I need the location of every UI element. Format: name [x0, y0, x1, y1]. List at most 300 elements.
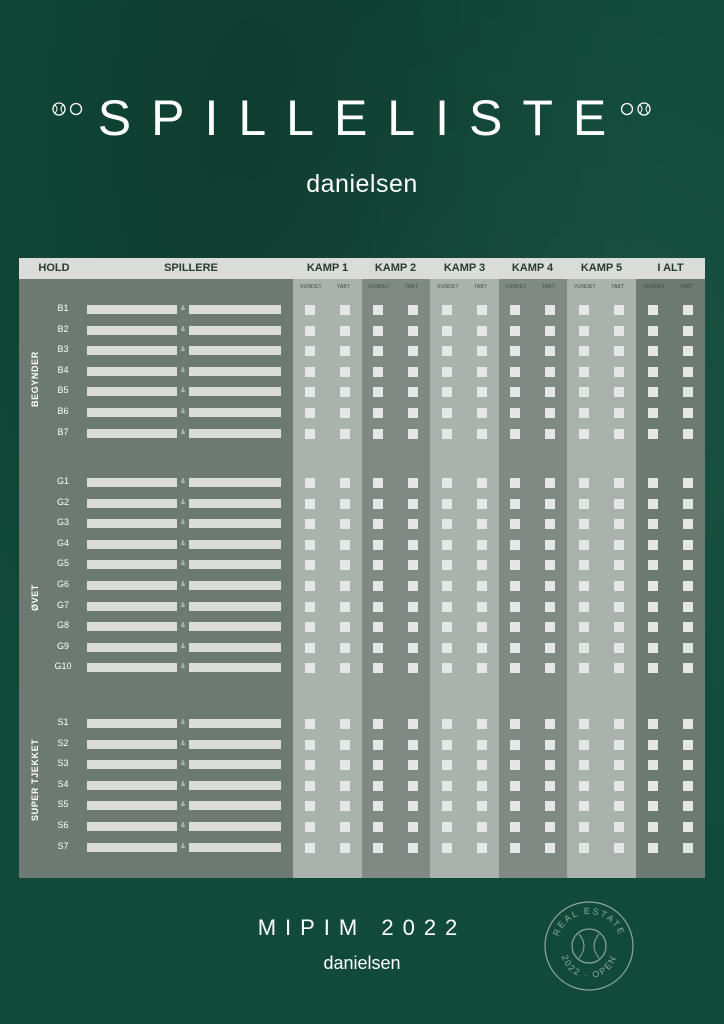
lost-checkbox[interactable]	[545, 781, 555, 791]
lost-checkbox[interactable]	[545, 305, 555, 315]
won-checkbox[interactable]	[579, 478, 589, 488]
lost-checkbox[interactable]	[340, 408, 350, 418]
won-checkbox[interactable]	[510, 622, 520, 632]
won-checkbox[interactable]	[579, 408, 589, 418]
player-2-field[interactable]	[189, 801, 281, 810]
lost-checkbox[interactable]	[340, 740, 350, 750]
lost-checkbox[interactable]	[683, 326, 693, 336]
lost-checkbox[interactable]	[408, 740, 418, 750]
lost-checkbox[interactable]	[408, 387, 418, 397]
lost-checkbox[interactable]	[545, 643, 555, 653]
won-checkbox[interactable]	[373, 801, 383, 811]
won-checkbox[interactable]	[579, 581, 589, 591]
lost-checkbox[interactable]	[545, 478, 555, 488]
lost-checkbox[interactable]	[477, 346, 487, 356]
won-checkbox[interactable]	[648, 429, 658, 439]
lost-checkbox[interactable]	[683, 719, 693, 729]
won-checkbox[interactable]	[373, 305, 383, 315]
player-2-field[interactable]	[189, 740, 281, 749]
lost-checkbox[interactable]	[408, 429, 418, 439]
player-2-field[interactable]	[189, 429, 281, 438]
won-checkbox[interactable]	[648, 822, 658, 832]
won-checkbox[interactable]	[510, 429, 520, 439]
lost-checkbox[interactable]	[614, 326, 624, 336]
won-checkbox[interactable]	[373, 387, 383, 397]
won-checkbox[interactable]	[648, 499, 658, 509]
won-checkbox[interactable]	[373, 740, 383, 750]
lost-checkbox[interactable]	[477, 740, 487, 750]
won-checkbox[interactable]	[442, 643, 452, 653]
won-checkbox[interactable]	[305, 643, 315, 653]
lost-checkbox[interactable]	[614, 622, 624, 632]
won-checkbox[interactable]	[373, 781, 383, 791]
lost-checkbox[interactable]	[340, 822, 350, 832]
won-checkbox[interactable]	[510, 499, 520, 509]
lost-checkbox[interactable]	[614, 387, 624, 397]
lost-checkbox[interactable]	[614, 478, 624, 488]
lost-checkbox[interactable]	[408, 801, 418, 811]
lost-checkbox[interactable]	[340, 540, 350, 550]
lost-checkbox[interactable]	[545, 499, 555, 509]
lost-checkbox[interactable]	[408, 519, 418, 529]
lost-checkbox[interactable]	[545, 822, 555, 832]
won-checkbox[interactable]	[305, 740, 315, 750]
won-checkbox[interactable]	[373, 478, 383, 488]
won-checkbox[interactable]	[305, 822, 315, 832]
lost-checkbox[interactable]	[477, 643, 487, 653]
lost-checkbox[interactable]	[477, 478, 487, 488]
player-1-field[interactable]	[87, 305, 177, 314]
lost-checkbox[interactable]	[340, 843, 350, 853]
won-checkbox[interactable]	[305, 560, 315, 570]
player-2-field[interactable]	[189, 760, 281, 769]
won-checkbox[interactable]	[442, 367, 452, 377]
lost-checkbox[interactable]	[614, 560, 624, 570]
won-checkbox[interactable]	[648, 719, 658, 729]
won-checkbox[interactable]	[510, 560, 520, 570]
won-checkbox[interactable]	[510, 843, 520, 853]
won-checkbox[interactable]	[305, 719, 315, 729]
won-checkbox[interactable]	[305, 663, 315, 673]
won-checkbox[interactable]	[442, 387, 452, 397]
lost-checkbox[interactable]	[340, 663, 350, 673]
player-1-field[interactable]	[87, 367, 177, 376]
lost-checkbox[interactable]	[340, 719, 350, 729]
lost-checkbox[interactable]	[477, 499, 487, 509]
player-2-field[interactable]	[189, 663, 281, 672]
won-checkbox[interactable]	[648, 581, 658, 591]
won-checkbox[interactable]	[579, 663, 589, 673]
won-checkbox[interactable]	[648, 760, 658, 770]
lost-checkbox[interactable]	[545, 326, 555, 336]
won-checkbox[interactable]	[442, 326, 452, 336]
player-2-field[interactable]	[189, 346, 281, 355]
won-checkbox[interactable]	[442, 781, 452, 791]
lost-checkbox[interactable]	[408, 643, 418, 653]
lost-checkbox[interactable]	[408, 408, 418, 418]
won-checkbox[interactable]	[510, 387, 520, 397]
won-checkbox[interactable]	[442, 602, 452, 612]
lost-checkbox[interactable]	[340, 602, 350, 612]
won-checkbox[interactable]	[510, 326, 520, 336]
player-1-field[interactable]	[87, 326, 177, 335]
won-checkbox[interactable]	[510, 478, 520, 488]
lost-checkbox[interactable]	[545, 602, 555, 612]
won-checkbox[interactable]	[579, 540, 589, 550]
won-checkbox[interactable]	[648, 843, 658, 853]
lost-checkbox[interactable]	[545, 801, 555, 811]
won-checkbox[interactable]	[579, 622, 589, 632]
player-1-field[interactable]	[87, 478, 177, 487]
won-checkbox[interactable]	[648, 740, 658, 750]
lost-checkbox[interactable]	[683, 643, 693, 653]
won-checkbox[interactable]	[510, 719, 520, 729]
lost-checkbox[interactable]	[614, 781, 624, 791]
won-checkbox[interactable]	[442, 408, 452, 418]
lost-checkbox[interactable]	[545, 408, 555, 418]
lost-checkbox[interactable]	[477, 719, 487, 729]
player-1-field[interactable]	[87, 719, 177, 728]
won-checkbox[interactable]	[648, 346, 658, 356]
won-checkbox[interactable]	[510, 760, 520, 770]
won-checkbox[interactable]	[305, 499, 315, 509]
won-checkbox[interactable]	[648, 602, 658, 612]
won-checkbox[interactable]	[648, 408, 658, 418]
player-2-field[interactable]	[189, 499, 281, 508]
player-1-field[interactable]	[87, 387, 177, 396]
won-checkbox[interactable]	[305, 760, 315, 770]
lost-checkbox[interactable]	[614, 499, 624, 509]
lost-checkbox[interactable]	[545, 367, 555, 377]
won-checkbox[interactable]	[579, 801, 589, 811]
lost-checkbox[interactable]	[340, 622, 350, 632]
lost-checkbox[interactable]	[340, 560, 350, 570]
lost-checkbox[interactable]	[340, 346, 350, 356]
lost-checkbox[interactable]	[545, 540, 555, 550]
lost-checkbox[interactable]	[408, 499, 418, 509]
lost-checkbox[interactable]	[408, 822, 418, 832]
won-checkbox[interactable]	[442, 499, 452, 509]
won-checkbox[interactable]	[579, 367, 589, 377]
won-checkbox[interactable]	[510, 663, 520, 673]
won-checkbox[interactable]	[510, 643, 520, 653]
won-checkbox[interactable]	[373, 663, 383, 673]
won-checkbox[interactable]	[510, 305, 520, 315]
lost-checkbox[interactable]	[614, 760, 624, 770]
lost-checkbox[interactable]	[340, 367, 350, 377]
won-checkbox[interactable]	[373, 643, 383, 653]
won-checkbox[interactable]	[579, 499, 589, 509]
lost-checkbox[interactable]	[683, 781, 693, 791]
won-checkbox[interactable]	[579, 560, 589, 570]
lost-checkbox[interactable]	[614, 305, 624, 315]
won-checkbox[interactable]	[373, 560, 383, 570]
player-1-field[interactable]	[87, 843, 177, 852]
player-2-field[interactable]	[189, 540, 281, 549]
won-checkbox[interactable]	[305, 326, 315, 336]
won-checkbox[interactable]	[648, 326, 658, 336]
lost-checkbox[interactable]	[614, 367, 624, 377]
won-checkbox[interactable]	[579, 305, 589, 315]
lost-checkbox[interactable]	[408, 367, 418, 377]
won-checkbox[interactable]	[442, 305, 452, 315]
won-checkbox[interactable]	[373, 822, 383, 832]
lost-checkbox[interactable]	[477, 408, 487, 418]
lost-checkbox[interactable]	[614, 429, 624, 439]
won-checkbox[interactable]	[373, 346, 383, 356]
lost-checkbox[interactable]	[683, 346, 693, 356]
lost-checkbox[interactable]	[545, 719, 555, 729]
lost-checkbox[interactable]	[340, 760, 350, 770]
lost-checkbox[interactable]	[614, 346, 624, 356]
lost-checkbox[interactable]	[683, 740, 693, 750]
won-checkbox[interactable]	[305, 346, 315, 356]
lost-checkbox[interactable]	[545, 740, 555, 750]
won-checkbox[interactable]	[373, 326, 383, 336]
won-checkbox[interactable]	[442, 801, 452, 811]
won-checkbox[interactable]	[510, 581, 520, 591]
lost-checkbox[interactable]	[683, 760, 693, 770]
won-checkbox[interactable]	[305, 801, 315, 811]
lost-checkbox[interactable]	[683, 367, 693, 377]
lost-checkbox[interactable]	[477, 540, 487, 550]
lost-checkbox[interactable]	[408, 602, 418, 612]
lost-checkbox[interactable]	[408, 781, 418, 791]
lost-checkbox[interactable]	[477, 843, 487, 853]
player-2-field[interactable]	[189, 843, 281, 852]
won-checkbox[interactable]	[510, 408, 520, 418]
lost-checkbox[interactable]	[545, 663, 555, 673]
won-checkbox[interactable]	[373, 622, 383, 632]
won-checkbox[interactable]	[305, 781, 315, 791]
won-checkbox[interactable]	[579, 822, 589, 832]
lost-checkbox[interactable]	[614, 602, 624, 612]
lost-checkbox[interactable]	[683, 602, 693, 612]
won-checkbox[interactable]	[579, 781, 589, 791]
lost-checkbox[interactable]	[683, 387, 693, 397]
won-checkbox[interactable]	[579, 519, 589, 529]
player-1-field[interactable]	[87, 740, 177, 749]
won-checkbox[interactable]	[648, 560, 658, 570]
won-checkbox[interactable]	[442, 719, 452, 729]
lost-checkbox[interactable]	[340, 781, 350, 791]
player-1-field[interactable]	[87, 622, 177, 631]
player-1-field[interactable]	[87, 801, 177, 810]
lost-checkbox[interactable]	[545, 346, 555, 356]
lost-checkbox[interactable]	[614, 581, 624, 591]
won-checkbox[interactable]	[442, 346, 452, 356]
player-2-field[interactable]	[189, 519, 281, 528]
player-2-field[interactable]	[189, 581, 281, 590]
lost-checkbox[interactable]	[340, 387, 350, 397]
lost-checkbox[interactable]	[477, 760, 487, 770]
lost-checkbox[interactable]	[340, 519, 350, 529]
lost-checkbox[interactable]	[614, 643, 624, 653]
won-checkbox[interactable]	[305, 387, 315, 397]
lost-checkbox[interactable]	[477, 781, 487, 791]
won-checkbox[interactable]	[510, 367, 520, 377]
player-1-field[interactable]	[87, 602, 177, 611]
player-2-field[interactable]	[189, 560, 281, 569]
won-checkbox[interactable]	[648, 519, 658, 529]
lost-checkbox[interactable]	[477, 560, 487, 570]
won-checkbox[interactable]	[305, 429, 315, 439]
won-checkbox[interactable]	[510, 540, 520, 550]
player-2-field[interactable]	[189, 367, 281, 376]
player-1-field[interactable]	[87, 408, 177, 417]
lost-checkbox[interactable]	[408, 326, 418, 336]
won-checkbox[interactable]	[373, 843, 383, 853]
lost-checkbox[interactable]	[408, 346, 418, 356]
lost-checkbox[interactable]	[340, 305, 350, 315]
won-checkbox[interactable]	[442, 822, 452, 832]
won-checkbox[interactable]	[579, 760, 589, 770]
lost-checkbox[interactable]	[545, 429, 555, 439]
lost-checkbox[interactable]	[340, 429, 350, 439]
player-1-field[interactable]	[87, 346, 177, 355]
lost-checkbox[interactable]	[683, 429, 693, 439]
player-1-field[interactable]	[87, 499, 177, 508]
lost-checkbox[interactable]	[477, 367, 487, 377]
player-2-field[interactable]	[189, 643, 281, 652]
lost-checkbox[interactable]	[408, 663, 418, 673]
won-checkbox[interactable]	[373, 519, 383, 529]
lost-checkbox[interactable]	[683, 499, 693, 509]
lost-checkbox[interactable]	[683, 663, 693, 673]
player-2-field[interactable]	[189, 408, 281, 417]
lost-checkbox[interactable]	[614, 719, 624, 729]
won-checkbox[interactable]	[373, 540, 383, 550]
won-checkbox[interactable]	[579, 843, 589, 853]
lost-checkbox[interactable]	[340, 801, 350, 811]
lost-checkbox[interactable]	[614, 540, 624, 550]
lost-checkbox[interactable]	[477, 387, 487, 397]
lost-checkbox[interactable]	[683, 822, 693, 832]
lost-checkbox[interactable]	[408, 540, 418, 550]
won-checkbox[interactable]	[442, 663, 452, 673]
player-2-field[interactable]	[189, 326, 281, 335]
won-checkbox[interactable]	[648, 478, 658, 488]
won-checkbox[interactable]	[305, 581, 315, 591]
won-checkbox[interactable]	[510, 822, 520, 832]
won-checkbox[interactable]	[373, 367, 383, 377]
won-checkbox[interactable]	[305, 305, 315, 315]
won-checkbox[interactable]	[579, 719, 589, 729]
won-checkbox[interactable]	[442, 560, 452, 570]
won-checkbox[interactable]	[442, 843, 452, 853]
won-checkbox[interactable]	[648, 801, 658, 811]
lost-checkbox[interactable]	[477, 602, 487, 612]
lost-checkbox[interactable]	[614, 408, 624, 418]
lost-checkbox[interactable]	[340, 478, 350, 488]
lost-checkbox[interactable]	[477, 801, 487, 811]
won-checkbox[interactable]	[305, 602, 315, 612]
won-checkbox[interactable]	[373, 602, 383, 612]
lost-checkbox[interactable]	[340, 499, 350, 509]
player-1-field[interactable]	[87, 643, 177, 652]
won-checkbox[interactable]	[373, 408, 383, 418]
lost-checkbox[interactable]	[340, 643, 350, 653]
won-checkbox[interactable]	[305, 478, 315, 488]
lost-checkbox[interactable]	[477, 663, 487, 673]
player-2-field[interactable]	[189, 478, 281, 487]
won-checkbox[interactable]	[442, 622, 452, 632]
lost-checkbox[interactable]	[477, 622, 487, 632]
won-checkbox[interactable]	[648, 643, 658, 653]
lost-checkbox[interactable]	[683, 622, 693, 632]
lost-checkbox[interactable]	[408, 478, 418, 488]
lost-checkbox[interactable]	[683, 478, 693, 488]
player-1-field[interactable]	[87, 540, 177, 549]
won-checkbox[interactable]	[442, 478, 452, 488]
lost-checkbox[interactable]	[477, 429, 487, 439]
won-checkbox[interactable]	[579, 429, 589, 439]
lost-checkbox[interactable]	[477, 519, 487, 529]
won-checkbox[interactable]	[648, 663, 658, 673]
won-checkbox[interactable]	[373, 581, 383, 591]
won-checkbox[interactable]	[579, 643, 589, 653]
player-1-field[interactable]	[87, 519, 177, 528]
player-1-field[interactable]	[87, 781, 177, 790]
lost-checkbox[interactable]	[477, 305, 487, 315]
won-checkbox[interactable]	[579, 602, 589, 612]
lost-checkbox[interactable]	[683, 408, 693, 418]
player-2-field[interactable]	[189, 387, 281, 396]
won-checkbox[interactable]	[442, 760, 452, 770]
won-checkbox[interactable]	[373, 760, 383, 770]
player-2-field[interactable]	[189, 719, 281, 728]
lost-checkbox[interactable]	[545, 581, 555, 591]
player-2-field[interactable]	[189, 305, 281, 314]
lost-checkbox[interactable]	[614, 843, 624, 853]
lost-checkbox[interactable]	[340, 581, 350, 591]
player-1-field[interactable]	[87, 760, 177, 769]
player-2-field[interactable]	[189, 622, 281, 631]
lost-checkbox[interactable]	[683, 843, 693, 853]
lost-checkbox[interactable]	[340, 326, 350, 336]
lost-checkbox[interactable]	[408, 622, 418, 632]
player-1-field[interactable]	[87, 560, 177, 569]
lost-checkbox[interactable]	[408, 581, 418, 591]
won-checkbox[interactable]	[579, 326, 589, 336]
lost-checkbox[interactable]	[408, 719, 418, 729]
won-checkbox[interactable]	[305, 843, 315, 853]
player-2-field[interactable]	[189, 822, 281, 831]
won-checkbox[interactable]	[305, 622, 315, 632]
lost-checkbox[interactable]	[683, 581, 693, 591]
won-checkbox[interactable]	[442, 740, 452, 750]
won-checkbox[interactable]	[648, 387, 658, 397]
lost-checkbox[interactable]	[683, 305, 693, 315]
player-2-field[interactable]	[189, 781, 281, 790]
lost-checkbox[interactable]	[408, 843, 418, 853]
won-checkbox[interactable]	[373, 719, 383, 729]
lost-checkbox[interactable]	[545, 760, 555, 770]
player-1-field[interactable]	[87, 663, 177, 672]
lost-checkbox[interactable]	[545, 560, 555, 570]
won-checkbox[interactable]	[305, 519, 315, 529]
lost-checkbox[interactable]	[408, 560, 418, 570]
won-checkbox[interactable]	[648, 540, 658, 550]
player-2-field[interactable]	[189, 602, 281, 611]
lost-checkbox[interactable]	[614, 801, 624, 811]
lost-checkbox[interactable]	[614, 740, 624, 750]
lost-checkbox[interactable]	[683, 560, 693, 570]
won-checkbox[interactable]	[648, 305, 658, 315]
lost-checkbox[interactable]	[683, 519, 693, 529]
lost-checkbox[interactable]	[408, 305, 418, 315]
lost-checkbox[interactable]	[614, 663, 624, 673]
